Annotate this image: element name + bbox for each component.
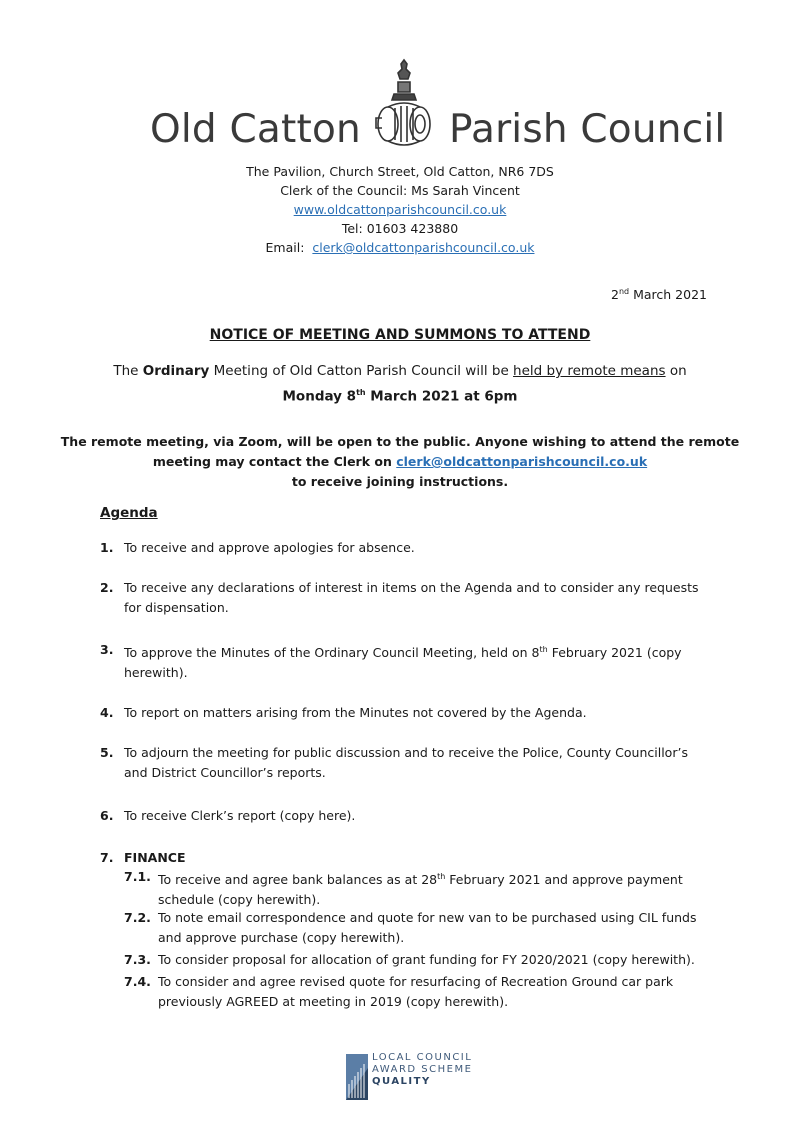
item-sup: th	[539, 645, 548, 654]
item-text: To adjourn the meeting for public discussion and to receive the Police, County Councillor’s and District Councillor’s reports.	[124, 745, 688, 780]
remote-line-2: meeting may contact the Clerk on	[152, 454, 397, 469]
award-text	[372, 1052, 472, 1088]
website-link[interactable]: www.oldcattonparishcouncil.co.uk	[293, 202, 507, 217]
item-text: To note email correspondence and quote for new van to be purchased using CIL funds and approve purchase (copy herewith).	[158, 910, 697, 945]
date-day: 2	[611, 287, 619, 303]
item-text: To consider proposal for allocation of grant funding for FY 2020/2021 (copy herewith).	[158, 952, 695, 967]
meeting-date: Monday 8	[282, 388, 357, 405]
finance-item-7-4	[124, 972, 704, 1012]
item-text: To receive and approve apologies for absence.	[124, 540, 415, 555]
meeting-date-suffix: th	[356, 388, 366, 397]
item-number: 3.	[100, 642, 114, 657]
remote-line-1: The remote meeting, via Zoom, will be open to the public. Anyone wishing to attend the remote	[60, 434, 740, 449]
address-line: The Pavilion, Church Street, Old Catton, NR6 7DS	[246, 164, 554, 179]
award-scheme-icon	[346, 1054, 368, 1100]
agenda-item-3	[100, 640, 710, 683]
email-link[interactable]: clerk@oldcattonparishcouncil.co.uk	[312, 240, 535, 255]
agenda-item-6	[100, 806, 710, 826]
agenda-item-1	[100, 538, 710, 558]
meeting-text: Meeting of Old Catton Parish Council will be	[209, 363, 514, 379]
meeting-method: held by remote means	[513, 363, 666, 379]
item-number: 7.1.	[124, 869, 151, 884]
agenda-item-5	[100, 743, 710, 783]
clerk-line: Clerk of the Council: Ms Sarah Vincent	[280, 183, 520, 198]
remote-line-3: to receive joining instructions.	[291, 474, 509, 489]
item-number: 7.4.	[124, 974, 151, 989]
phone-line: Tel: 01603 423880	[341, 221, 459, 236]
item-sup: th	[437, 872, 446, 881]
meeting-details	[0, 361, 800, 408]
meeting-date-rest: March 2021 at 6pm	[365, 388, 518, 405]
item-number: 6.	[100, 808, 114, 823]
finance-item-7-1	[124, 867, 704, 910]
item-number: 7.2.	[124, 910, 151, 925]
notice-heading: NOTICE OF MEETING AND SUMMONS TO ATTEND	[209, 327, 591, 343]
award-line-3: QUALITY	[372, 1076, 431, 1087]
address-block	[200, 162, 600, 257]
meeting-text: The	[113, 363, 143, 379]
agenda-item-7	[100, 848, 710, 868]
agenda-item-2	[100, 578, 710, 618]
item-text: To approve the Minutes of the Ordinary Council Meeting, held on 8	[124, 645, 540, 661]
item-number: 4.	[100, 705, 114, 720]
award-line-2: AWARD SCHEME	[372, 1064, 473, 1075]
date-suffix: nd	[618, 287, 630, 296]
item-text: To report on matters arising from the Minutes not covered by the Agenda.	[124, 705, 587, 720]
award-line-1: LOCAL COUNCIL	[372, 1052, 473, 1063]
item-number: 5.	[100, 745, 114, 760]
letter-date	[611, 287, 707, 302]
agenda-item-4	[100, 703, 710, 723]
council-crest-icon	[368, 58, 440, 148]
finance-item-7-3	[124, 950, 704, 970]
agenda-title: Agenda	[100, 505, 158, 521]
item-text: To consider and agree revised quote for resurfacing of Recreation Ground car park previously AGREED at meeting in 2019 (copy herewith).	[158, 974, 674, 1009]
item-text: To receive any declarations of interest in items on the Agenda and to consider any requests for dispensation.	[124, 580, 699, 615]
finance-item-7-2	[124, 908, 704, 948]
council-name-right: Parish Council	[449, 107, 726, 152]
item-text: FINANCE	[124, 850, 186, 865]
quality-award-logo	[346, 1052, 496, 1102]
item-number: 2.	[100, 580, 114, 595]
remote-meeting-info	[0, 432, 800, 492]
meeting-text: on	[665, 363, 687, 379]
item-text: February 2021 and approve payment schedule (copy herewith).	[158, 872, 683, 908]
item-number: 7.	[100, 850, 114, 865]
clerk-email-link[interactable]: clerk@oldcattonparishcouncil.co.uk	[396, 454, 648, 469]
item-number: 1.	[100, 540, 114, 555]
item-number: 7.3.	[124, 952, 151, 967]
council-name-left: Old Catton	[150, 107, 361, 152]
date-rest: March 2021	[629, 287, 707, 303]
item-text: To receive Clerk’s report (copy here).	[124, 808, 356, 823]
meeting-type: Ordinary	[142, 363, 210, 379]
item-text: To receive and agree bank balances as at 28	[158, 872, 438, 888]
item-text: February 2021 (copy herewith).	[124, 645, 682, 681]
email-label: Email:	[265, 240, 305, 255]
